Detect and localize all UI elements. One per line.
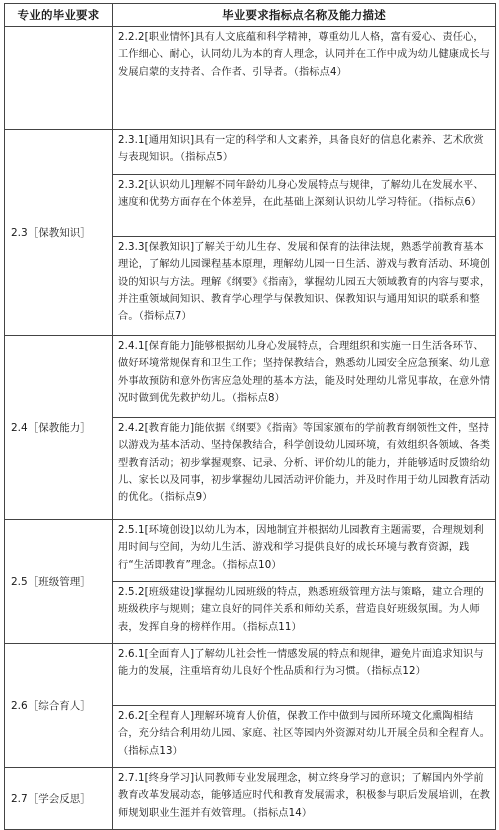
description-cell: 2.5.2[班级建设]掌握幼儿园班级的特点，熟悉班级管理方法与策略，建立合理的班级秩序与规则；建立良好的同伴关系和师幼关系，营造良好班级氛围。为人师表，发挥自身的榜样作用。（指标点11）	[113, 582, 496, 644]
table-header-row	[5, 4, 496, 27]
description-cell: 2.3.3[保教知识]了解关于幼儿生存、发展和保育的法律法规，熟悉学前教育基本理论，了解幼儿园课程基本原理，理解幼儿园一日生活、游戏与教育活动、环境创设的知识与方法。理解《纲要》《指南》，掌握幼儿园五大领域教育的内容与要求，并注重领域间知识、教育学心理学与保教知识、保教知识与通用知识的联系和整合。（指标点7）	[113, 237, 496, 336]
table-row	[5, 644, 496, 706]
description-cell: 2.3.1[通用知识]具有一定的科学和人文素养，具备良好的信息化素养、艺术欣赏与表现知识。（指标点5）	[113, 130, 496, 175]
table-row	[5, 130, 496, 175]
description-cell: 2.6.2[全程育人]理解环境育人价值，保教工作中做到与园所环境文化熏陶相结合，充分结合利用幼儿园、家庭、社区等园内外资源对幼儿开展全员和全程育人。（指标点13）	[113, 706, 496, 768]
category-cell	[5, 27, 113, 130]
description-cell: 2.6.1[全面育人]了解幼儿社会性一情感发展的特点和规律，避免片面追求知识与能力的发展，注重培育幼儿良好个性品质和行为习惯。（指标点12）	[113, 644, 496, 706]
description-cell: 2.4.2[教育能力]能依据《纲要》《指南》等国家颁布的学前教育纲领性文件，坚持以游戏为基本活动、坚持保教结合，科学创设幼儿园环境，有效组织各领域、各类型教育活动；初步掌握观察、记录、分析、评价幼儿的能力，并能够适时反馈给幼儿、家长以及同事，初步掌握幼儿园活动评价能力，并及时作用于幼儿园教育活动的优化。（指标点9）	[113, 418, 496, 520]
requirements-table	[4, 3, 496, 830]
table-row	[5, 336, 496, 418]
description-cell: 2.3.2[认识幼儿]理解不同年龄幼儿身心发展特点与规律，了解幼儿在发展水平、速度和优势方面存在个体差异，在此基础上深刻认识幼儿学习特征。（指标点6）	[113, 175, 496, 237]
category-cell: 2.7［学会反思］	[5, 768, 113, 830]
category-cell: 2.6［综合育人］	[5, 644, 113, 768]
description-cell: 2.7.1[终身学习]认同教师专业发展理念，树立终身学习的意识；了解国内外学前教育改革发展动态，能够适应时代和教育发展需求，积极参与职后发展培训，在教师规划职业生涯并有效管理。（指标点14）	[113, 768, 496, 830]
description-cell: 2.4.1[保育能力]能够根据幼儿身心发展特点，合理组织和实施一日生活各环节、做好环境常规保育和卫生工作；坚持保教结合，熟悉幼儿园安全应急预案、幼儿意外事故预防和意外伤害应急处理的基本方法，能及时处理幼儿常见事故，在意外情况时做到优先救护幼儿。（指标点8）	[113, 336, 496, 418]
category-cell: 2.4［保教能力］	[5, 336, 113, 520]
category-cell: 2.3［保教知识］	[5, 130, 113, 336]
table-row	[5, 27, 496, 130]
category-cell: 2.5［班级管理］	[5, 520, 113, 644]
header-description: 毕业要求指标点名称及能力描述	[113, 4, 496, 27]
table-row	[5, 768, 496, 830]
table-row	[5, 520, 496, 582]
header-requirement: 专业的毕业要求	[5, 4, 113, 27]
description-cell: 2.2.2[职业情怀]具有人文底蕴和科学精神，尊重幼儿人格，富有爱心、责任心，工作细心、耐心，认同幼儿为本的育人理念，认同并在工作中成为幼儿健康成长与发展启蒙的支持者、合作者、引导者。（指标点4）	[113, 27, 496, 130]
description-cell: 2.5.1[环境创设]以幼儿为本，因地制宜并根据幼儿园教育主题需要，合理规划利用时间与空间，为幼儿生活、游戏和学习提供良好的成长环境与教育资源，践行“生活即教育”理念。（指标点10）	[113, 520, 496, 582]
